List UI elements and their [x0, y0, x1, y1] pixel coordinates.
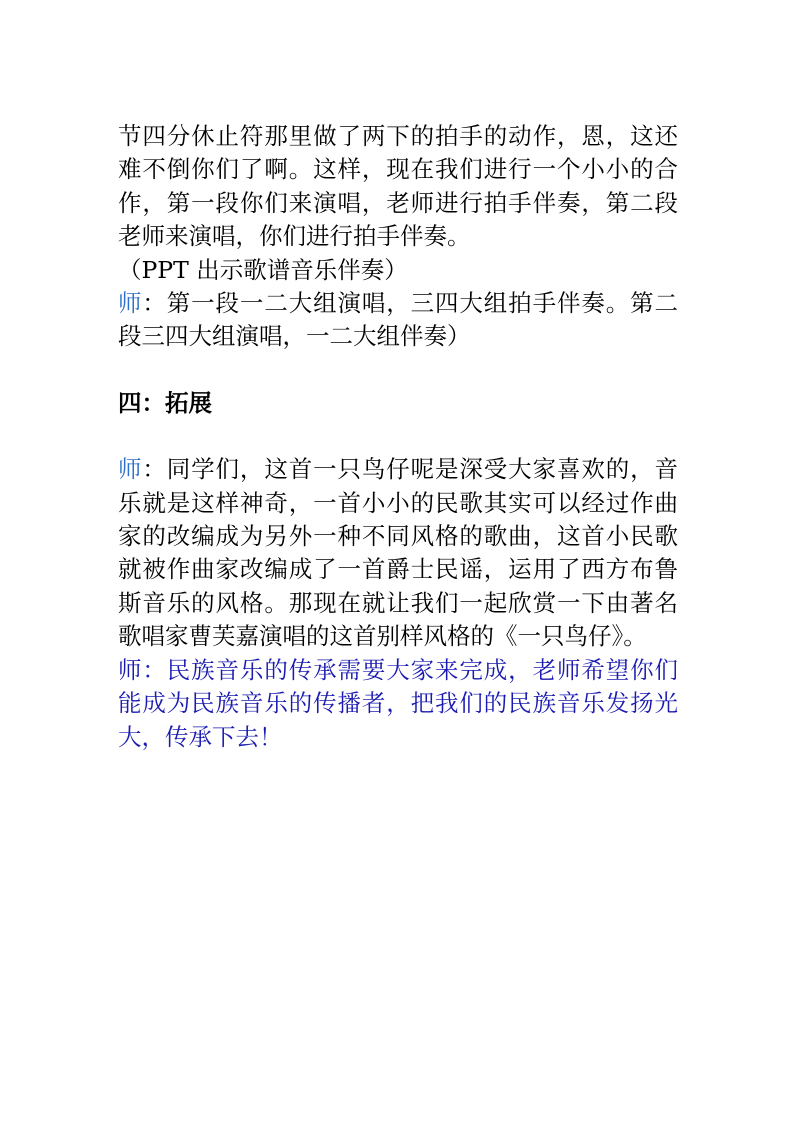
- paragraph-jazz-version: [118, 453, 678, 653]
- spacer: [118, 354, 678, 387]
- speaker-label: 师: [118, 289, 143, 318]
- section-heading-extension: 四：拓展: [118, 388, 212, 417]
- paragraph-clapping-cooperation: 节四分休止符那里做了两下的拍手的动作，恩，这还难不倒你们了啊。这样，现在我们进行一个小小的合作，第一段你们来演唱，老师进行拍手伴奏，第二段老师来演唱，你们进行拍手伴奏。: [118, 122, 678, 251]
- paragraph-closing-remarks: 师：民族音乐的传承需要大家来完成，老师希望你们能成为民族音乐的传播者，把我们的民族音乐发扬光大，传承下去！: [118, 655, 678, 751]
- document-body: [118, 120, 678, 754]
- paragraph-group-singing: [118, 287, 678, 354]
- speaker-label: 师: [118, 455, 143, 484]
- paragraph-ppt-note: （PPT 出示歌谱音乐伴奏）: [118, 255, 408, 284]
- paragraph-text: ：第一段一二大组演唱，三四大组拍手伴奏。第二段三四大组演唱，一二大组伴奏）: [118, 289, 679, 351]
- spacer: [118, 420, 678, 453]
- paragraph-text: ：同学们，这首一只鸟仔呢是深受大家喜欢的，音乐就是这样神奇，一首小小的民歌其实可以经过作曲家的改编成为另外一种不同风格的歌曲，这首小民歌就被作曲家改编成了一首爵士民谣，运用了西方布鲁斯音乐的风格。那现在就让我们一起欣赏一下由著名歌唱家曹芙嘉演唱的这首别样风格的《一只鸟仔》。: [118, 455, 679, 651]
